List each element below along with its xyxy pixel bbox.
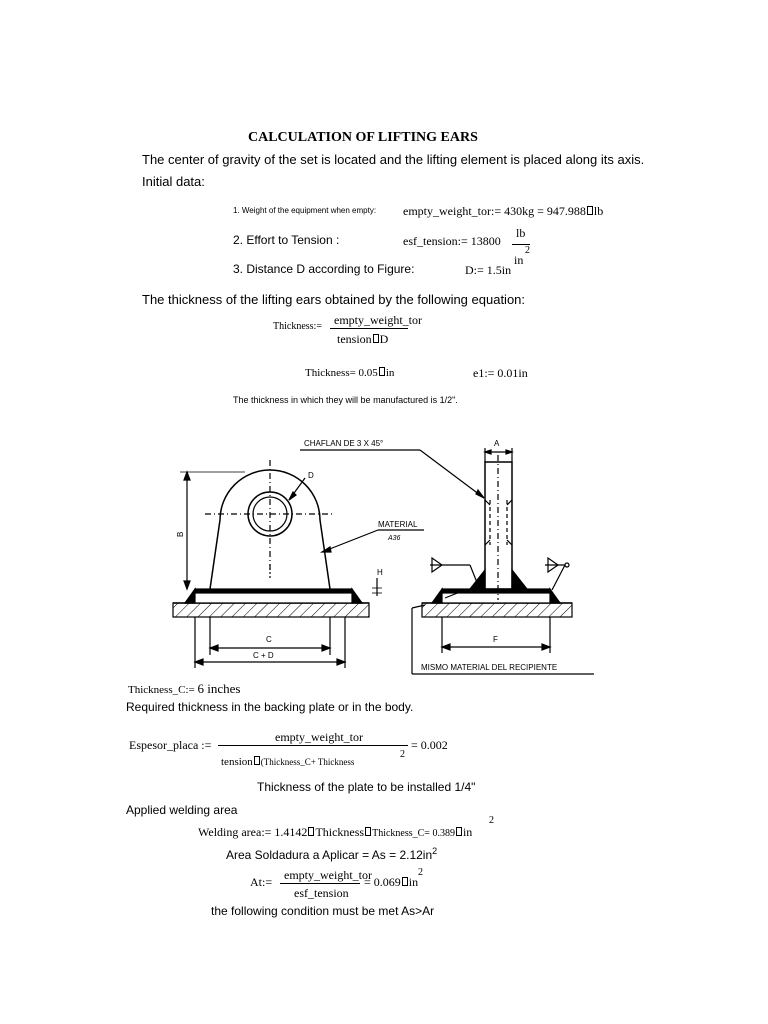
welding-eq: Welding area:= 1.4142 Thickness Thickness_C= 0.389 in [198, 825, 473, 839]
condition-text: the following condition must be met As>Ar [211, 904, 435, 918]
espesor-rhs: = 0.002 [411, 738, 448, 752]
side-view [300, 448, 594, 674]
thickness-c: Thickness_C:= 6 inches [128, 681, 241, 696]
item-2-formula: esf_tension:= 13800 [403, 234, 501, 248]
at-exp: 2 [418, 867, 423, 878]
operator-box-icon [402, 877, 408, 886]
thickness-intro: The thickness of the lifting ears obtained by the following equation: [142, 292, 526, 307]
dim-a-label: A [494, 439, 500, 448]
front-view [173, 460, 424, 668]
at-numerator: empty_weight_tor [284, 868, 372, 882]
operator-box-icon [308, 827, 314, 836]
at-lhs: At:= [250, 875, 273, 889]
thickness-result: Thickness= 0.05 in [305, 367, 395, 379]
thickness-denominator: tension D [337, 332, 389, 346]
item-3-label: 3. Distance D according to Figure: [233, 262, 415, 276]
dim-h-label: H [377, 568, 383, 577]
e1-value: e1:= 0.01in [473, 366, 528, 380]
item-2-unit-num: lb [516, 226, 526, 240]
operator-box-icon [254, 756, 260, 765]
espesor-numerator: empty_weight_tor [275, 730, 363, 744]
welding-heading: Applied welding area [126, 803, 238, 817]
area-soldadura: Area Soldadura a Aplicar = $As = 2.12in^2$ [226, 846, 438, 862]
item-1-formula: empty_weight_tor:= 430kg = 947.988 lb [403, 204, 604, 218]
item-2-unit-exp: 2 [525, 245, 530, 256]
page-title: CALCULATION OF LIFTING EARS [248, 130, 478, 145]
manufacture-note: The thickness in which they will be manufactured is 1/2". [233, 395, 458, 405]
fraction-bar [218, 745, 408, 746]
item-2-unit-den: in [514, 253, 524, 267]
welding-exp: 2 [489, 815, 494, 826]
espesor-denominator: tension (Thickness_C+ Thickness [221, 756, 355, 768]
item-2-label: 2. Effort to Tension : [233, 233, 340, 247]
fraction-bar [280, 883, 360, 884]
intro-text: The center of gravity of the set is located and the lifting element is placed along its axis. [142, 152, 645, 167]
initial-data-label: Initial data: [142, 174, 205, 189]
a36-label: A36 [388, 535, 401, 542]
material-label: MATERIAL [378, 520, 418, 529]
espesor-exp: 2 [400, 749, 405, 760]
espesor-lhs: Espesor_placa := [129, 738, 212, 752]
dim-cd-label: C + D [253, 651, 274, 660]
at-denominator: esf_tension [294, 886, 349, 900]
dim-f-label: F [493, 635, 498, 644]
thickness-lhs: Thickness:= [273, 321, 322, 332]
operator-box-icon [456, 827, 462, 836]
required-text: Required thickness in the backing plate or in the body. [126, 700, 414, 714]
thickness-numerator: empty_weight_tor [334, 313, 422, 327]
plate-note: Thickness of the plate to be installed 1/4" [257, 780, 476, 794]
item-1-label: 1. Weight of the equipment when empty: [233, 206, 377, 215]
dim-c-label: C [266, 635, 272, 644]
item-3-formula: D:= 1.5in [465, 263, 512, 277]
operator-box-icon [365, 827, 371, 836]
chaflan-label: CHAFLAN DE 3 X 45° [304, 439, 384, 448]
dim-d-label: D [308, 471, 314, 480]
at-rhs: = 0.069 in [364, 875, 419, 889]
dim-b-label: B [176, 531, 185, 537]
mismo-material-label: MISMO MATERIAL DEL RECIPIENTE [421, 663, 558, 672]
